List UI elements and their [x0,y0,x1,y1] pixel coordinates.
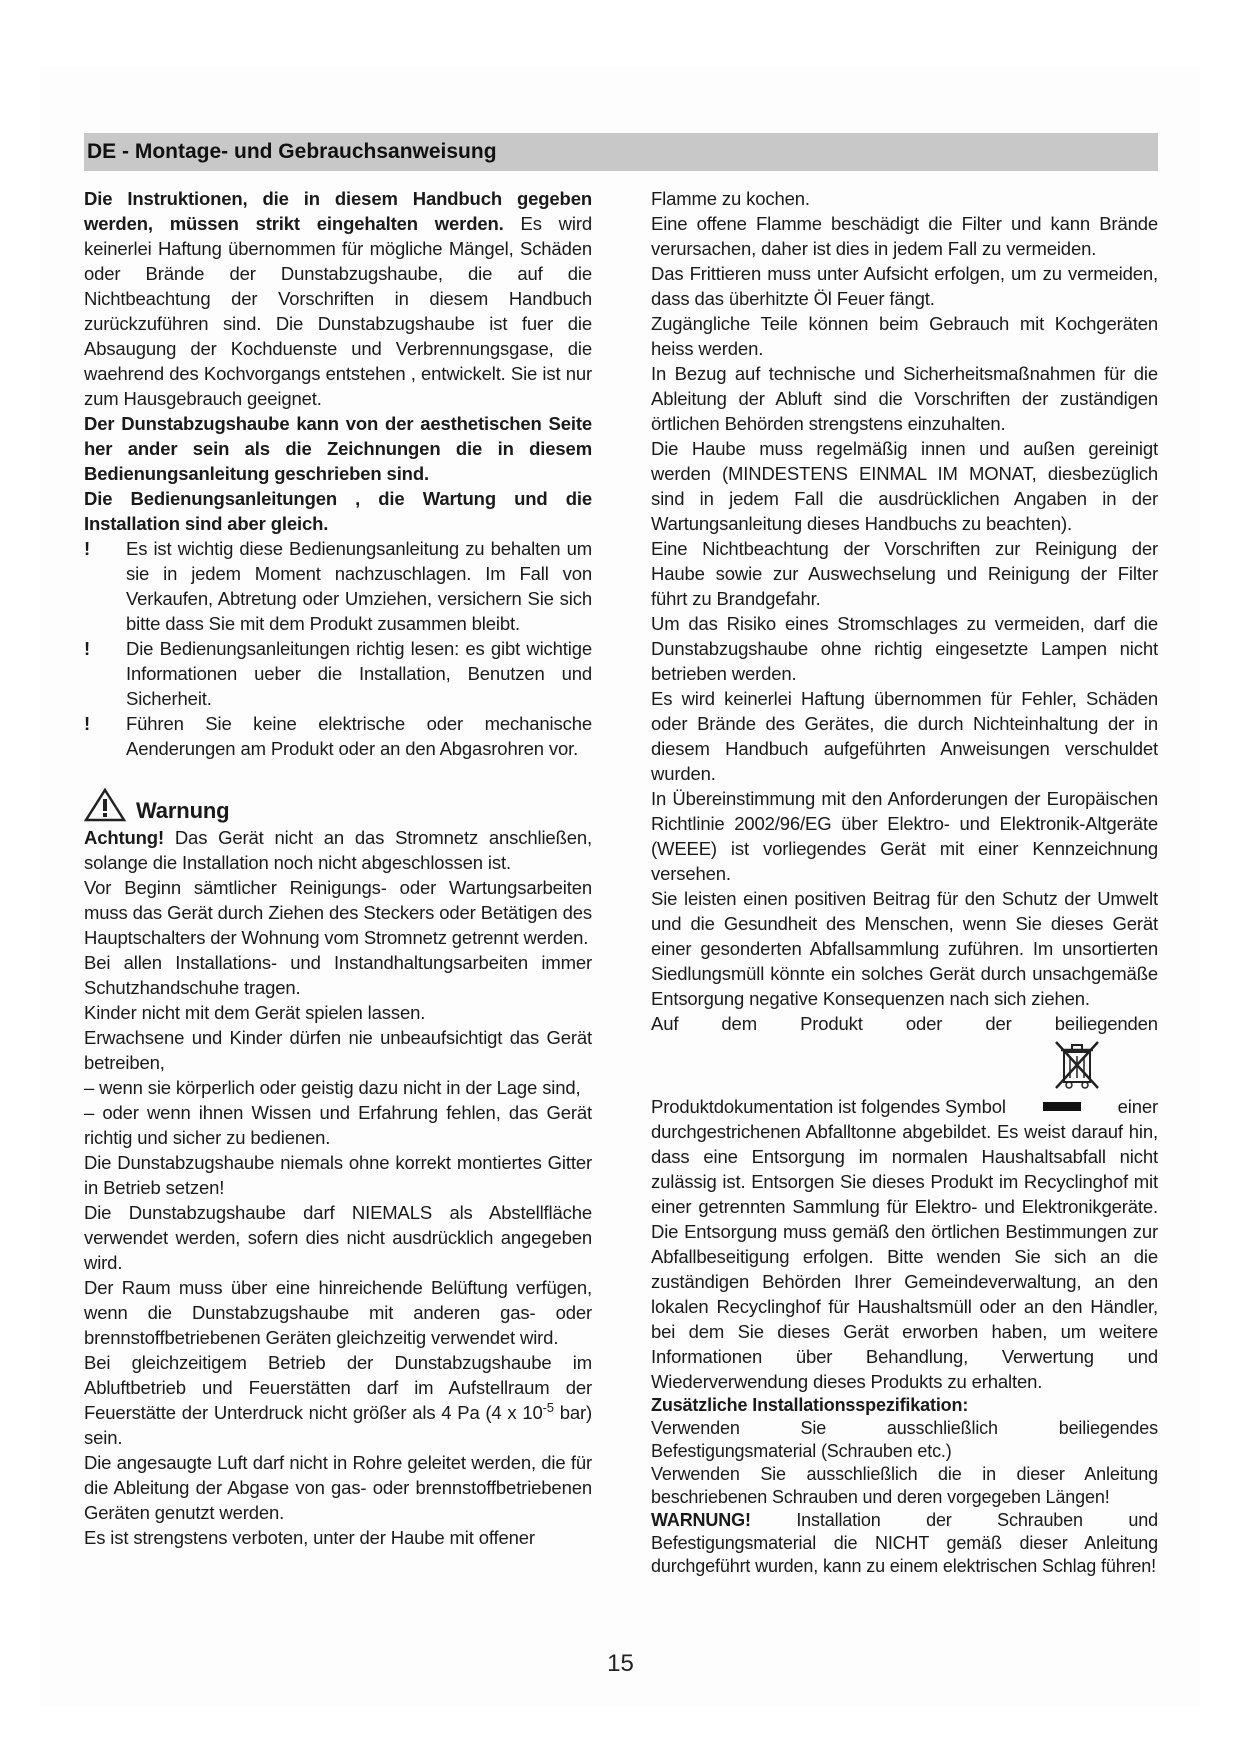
intro-text: Es wird keinerlei Haftung übernommen für mögliche Mängel, Schäden oder Brände der Dunstabzugshaube, die auf die Nichtbeachtung der Vorschriften in diesem Handbuch zurückzuführen sind. Die Dunstabzugshaube ist fuer die Absaugung der Kochduenste und Verbrennungsgase, die waehrend des Kochvorgangs entstehen , entwickelt. Sie ist nur zum Hausgebrauch geeignet. [84,213,593,409]
achtung-paragraph [84,825,592,875]
achtung-text: Das Gerät nicht an das Stromnetz anschließen, solange die Installation noch nicht abgeschlossen ist. [84,827,592,873]
intro-paragraph [84,186,592,411]
pressure-paragraph [84,1350,592,1450]
paragraph: In Bezug auf technische und Sicherheitsmaßnahmen für die Ableitung der Abluft sind die Vorschriften der zuständigen örtlichen Behörden strengstens einzuhalten. [651,363,1158,434]
paragraph: Vor Beginn sämtlicher Reinigungs- oder Wartungsarbeiten muss das Gerät durch Ziehen des Steckers oder Betätigen des Hauptschalters der Wohnung vom Stromnetz getrennt werden. [84,877,592,948]
symbol-text: Produktdokumentation ist folgendes Symbol [651,1096,1006,1117]
installation-note: Die Bedienungsanleitungen , die Wartung und die Installation sind aber gleich. [84,488,592,534]
paragraph: Eine offene Flamme beschädigt die Filter und kann Brände verursachen, daher ist dies in jedem Fall zu vermeiden. [651,213,1158,259]
design-note: Der Dunstabzugshaube kann von der aesthetischen Seite her ander sein als die Zeichnungen die in diesem Bedienungsanleitung geschrieben sind. [84,413,592,484]
paragraph: Das Frittieren muss unter Aufsicht erfolgen, um zu vermeiden, dass das überhitzte Öl Feuer fängt. [651,263,1158,309]
bullet-item [84,711,592,761]
paragraph: Kinder nicht mit dem Gerät spielen lassen. [84,1002,426,1023]
achtung-label: Achtung! [84,827,164,848]
paragraph: – wenn sie körperlich oder geistig dazu nicht in der Lage sind, [84,1077,581,1098]
pressure-text-end: bar) sein. [84,1402,592,1448]
paragraph: Verwenden Sie ausschließlich beiliegendes Befestigungsmaterial (Schrauben etc.) [651,1418,1158,1461]
warning-title: Warnung [136,798,230,823]
bullet-item [84,536,592,636]
exclamation-mark: ! [84,638,91,659]
paragraph: Erwachsene und Kinder dürfen nie unbeaufsichtigt das Gerät betreiben, [84,1027,592,1073]
paragraph: Es wird keinerlei Haftung übernommen für Fehler, Schäden oder Brände des Gerätes, die durch Nichteinhaltung der in diesem Handbuch aufgeführten Anweisungen verschuldet wurden. [651,688,1158,784]
symbol-line [651,1094,1158,1119]
pressure-text: Bei gleichzeitigem Betrieb der Dunstabzugshaube im Abluftbetrieb und Feuerstätten darf im Aufstellraum der Feuerstätte der Unterdruck nicht größer als 4 Pa (4 x 10 [84,1352,592,1423]
symbol-text-end: einer [1117,1096,1158,1117]
word: dem [721,1013,757,1034]
bullet-item [84,636,592,711]
bullet-text: Es ist wichtig diese Bedienungsanleitung zu behalten um sie in jedem Moment nachzuschlagen. Im Fall von Verkaufen, Abtretung oder Umziehen, versichern Sie sich bitte dass Sie mit dem Produkt zusammen bleibt. [126,538,592,634]
warning-label: WARNUNG! [651,1510,751,1530]
paragraph: Die angesaugte Luft darf nicht in Rohre geleitet werden, die für die Ableitung der Abgase von gas- oder brennstoffbetriebenen Geräten genutzt werden. [84,1452,592,1523]
additional-spec-title: Zusätzliche Installationsspezifikation: [651,1395,969,1415]
paragraph: Flamme zu kochen. [651,188,810,209]
exclamation-mark: ! [84,713,91,734]
weee-line [651,1011,1158,1036]
paragraph: – oder wenn ihnen Wissen und Erfahrung fehlen, das Gerät richtig und sicher zu bedienen. [84,1102,592,1148]
left-column [84,186,592,1550]
paragraph: durchgestrichenen Abfalltonne abgebildet. Es weist darauf hin, dass eine Entsorgung im normalen Haushaltsabfall nicht zulässig ist. Entsorgen Sie dieses Produkt im Recyclinghof mit einer getrennten Sammlung für Elektro- und Elektronikgeräte. Die Entsorgung muss gemäß den örtlichen Bestimmungen zur Abfallbeseitigung erfolgen. Bitte wenden Sie sich an die zuständigen Behörden Ihrer Gemeindeverwaltung, an den lokalen Recyclinghof für Haushaltsmüll oder an den Händler, bei dem Sie dieses Gerät erworben haben, um weitere Informationen über Behandlung, Verwertung und Wiederverwendung dieses Produkts zu erhalten. [651,1121,1158,1392]
exclamation-mark: ! [84,538,91,559]
section-header [84,133,1158,171]
word: Produkt [800,1013,863,1034]
paragraph: Sie leisten einen positiven Beitrag für den Schutz der Umwelt und die Gesundheit des Menschen, wenn Sie dieses Gerät einer gesonderten Abfallsammlung zuführen. Im unsortierten Siedlungsmüll könnte ein solches Gerät durch unsachgemäße Entsorgung negative Konsequenzen nach sich ziehen. [651,888,1158,1009]
paragraph: Zugängliche Teile können beim Gebrauch mit Kochgeräten heiss werden. [651,313,1158,359]
bullet-text: Führen Sie keine elektrische oder mechanische Aenderungen am Produkt oder an den Abgasrohren vor. [126,713,592,759]
paragraph: Bei allen Installations- und Instandhaltungsarbeiten immer Schutzhandschuhe tragen. [84,952,592,998]
bullet-text: Die Bedienungsanleitungen richtig lesen: es gibt wichtige Informationen ueber die Installation, Benutzen und Sicherheit. [126,638,592,709]
word: der [985,1013,1012,1034]
word: Auf [651,1013,679,1034]
right-column [651,186,1158,1578]
exponent: -5 [542,1399,554,1415]
weee-icon-row [651,1036,1158,1094]
paragraph: Die Haube muss regelmäßig innen und außen gereinigt werden (MINDESTENS EINMAL IM MONAT, diesbezüglich sind in jedem Fall die ausdrücklichen Angaben in der Wartungsanleitung dieses Handbuchs zu beachten). [651,438,1158,534]
word: oder [905,1013,943,1034]
warning-triangle-icon [84,787,126,823]
paragraph: Verwenden Sie ausschließlich die in dieser Anleitung beschriebenen Schrauben und deren vorgegeben Längen! [651,1464,1158,1507]
section-title: DE - Montage- und Gebrauchsanweisung [87,140,497,163]
word: beiliegenden [1054,1013,1158,1034]
paragraph: In Übereinstimmung mit den Anforderungen der Europäischen Richtlinie 2002/96/EG über Elektro- und Elektronik-Altgeräte (WEEE) ist vorliegendes Gerät mit einer Kennzeichnung versehen. [651,788,1158,884]
paragraph: Die Dunstabzugshaube darf NIEMALS als Abstellfläche verwendet werden, sofern dies nicht ausdrücklich angegeben wird. [84,1202,592,1273]
paragraph: Eine Nichtbeachtung der Vorschriften zur Reinigung der Haube sowie zur Auswechselung und Reinigung der Filter führt zu Brandgefahr. [651,538,1158,609]
paragraph: Der Raum muss über eine hinreichende Belüftung verfügen, wenn die Dunstabzugshaube mit anderen gas- oder brennstoffbetriebenen Geräten gleichzeitig verwendet wird. [84,1277,592,1348]
paragraph: Die Dunstabzugshaube niemals ohne korrekt montiertes Gitter in Betrieb setzen! [84,1152,592,1198]
weee-bar-icon [1043,1102,1081,1111]
warning-text: Installation der Schrauben und Befestigungsmaterial die NICHT gemäß dieser Anleitung durchgeführt wurden, kann zu einem elektrischen Schlag führen! [651,1510,1158,1576]
warning-heading [84,783,592,823]
paragraph: Um das Risiko eines Stromschlages zu vermeiden, darf die Dunstabzugshaube ohne richtig eingesetzte Lampen nicht betrieben werden. [651,613,1158,684]
additional-spec [651,1394,1158,1578]
crossed-out-bin-icon [1052,1038,1102,1092]
paragraph: Es ist strengstens verboten, unter der Haube mit offener [84,1527,535,1548]
page-number: 15 [607,1650,634,1677]
intro-bold-text: Die Instruktionen, die in diesem Handbuch gegeben werden, müssen strikt eingehalten werden. [84,188,592,234]
warning-paragraph [651,1509,1158,1578]
